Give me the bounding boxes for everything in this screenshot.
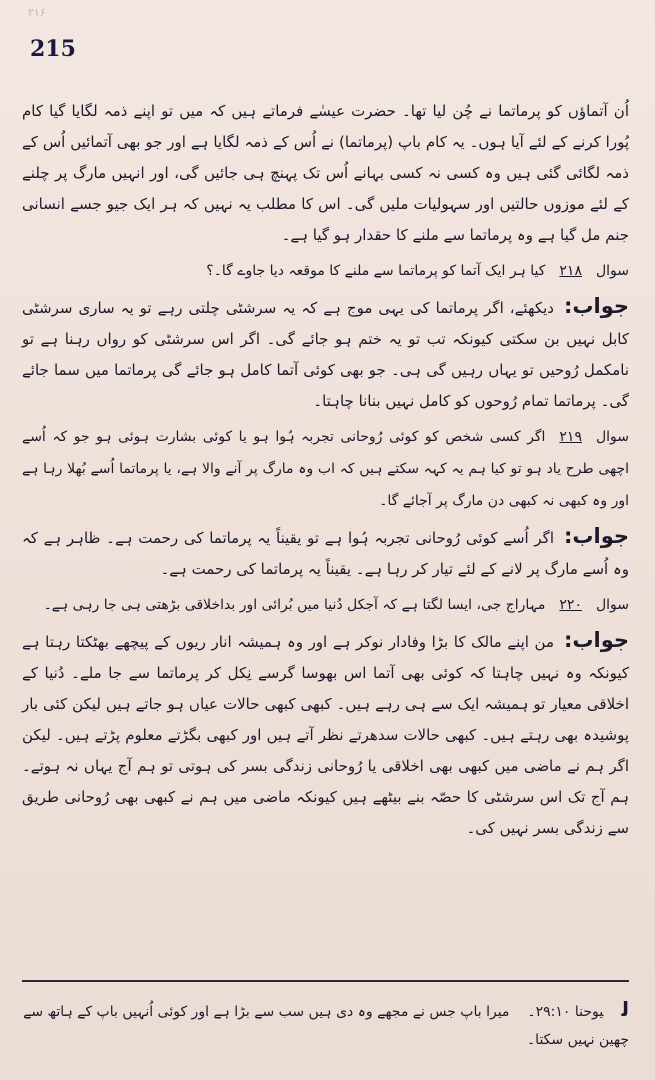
question-number: ۲۱۹ — [559, 429, 582, 445]
footnote-mark: ل — [621, 997, 629, 1021]
answer-text: اگر اُسے کوئی رُوحانی تجربہ ہُوا ہے تو یقیناً یہ پرماتما کی رحمت ہے۔ ظاہر ہے کہ وہ اُسے مارگ پر لانے کے لئے تیار کر رہا ہے۔ یقیناً یہ پرماتما کی رحمت ہے۔ — [22, 529, 629, 578]
question-label: سوال — [595, 597, 629, 613]
footnote-reference: یوحنا ۲۹:۱۰۔ — [527, 1004, 604, 1020]
page-body — [22, 96, 629, 848]
footnote-divider — [22, 980, 629, 982]
question-text: کیا ہر ایک آتما کو پرماتما سے ملنے کا موقعہ دیا جاوے گا۔؟ — [206, 263, 546, 279]
bleed-through-page-number: ۲۱۶ — [28, 6, 46, 19]
question-number: ۲۱۸ — [559, 263, 582, 279]
opening-paragraph: اُن آتماؤں کو پرماتما نے چُن لیا تھا۔ حضرت عیسٰے فرماتے ہیں کہ میں تو اپنے ذمہ لگایا گیا کام پُورا کرنے کے لئے آیا ہوں۔ یہ کام باپ (پرماتما) نے اُس کے ذمہ لگایا ہے اور جو بھی آتمائیں اُس کے ذمہ لگائی گئی ہیں وہ کسی نہ کسی بہانے اُس تک پہنچ ہی جائیں گی، اور انہیں مارگ پر چلنے کے لئے موزوں حالتیں اور سہولیات ملیں گی۔ اس کا مطلب یہ نہیں کہ ہر ایک جیو جسے انسانی جنم مل گیا ہے وہ پرماتما سے ملنے کا حقدار ہو گیا ہے۔ — [22, 102, 629, 244]
question-number: ۲۲۰ — [559, 597, 582, 613]
footnote — [22, 995, 629, 1054]
answer-text: من اپنے مالک کا بڑا وفادار نوکر ہے اور وہ ہمیشہ انار ریوں کے پیچھے بھٹکتا رہتا ہے کیونکہ وہ نہیں چاہتا کہ کوئی بھی آتما اس بھوسا گرسے نِکل کر پرماتما سے جا ملے۔ دُنیا کے اخلاقی معیار تو ہمیشہ ایک سے ہی رہے ہیں۔ کبھی کبھی حالات عیاں ہو جاتے ہیں لیکن کئی بار پوشیدہ بھی رہتے ہیں۔ کبھی حالات سدھرتے نظر آتے ہیں اور کبھی بگڑتے معلوم پڑتے ہیں۔ لیکن اگر ہم نے ماضی میں کبھی بھی اخلاقی یا رُوحانی زندگی بسر کی ہوتی تو ہم آج یہاں نہ ہوتے۔ ہم آج تک اس سرشٹی کا حصّہ بنے بیٹھے ہیں کیونکہ ماضی میں ہم نے کبھی بھی رُوحانی طریق سے زندگی بسر نہیں کی۔ — [22, 633, 629, 837]
footnote-text: میرا باپ جس نے مجھے وہ دی ہیں سب سے بڑا ہے اور کوئی اُنہیں باپ کے ہاتھ سے چھین نہیں سکتا۔ — [23, 1004, 629, 1048]
question-218 — [22, 255, 629, 287]
question-219 — [22, 421, 629, 517]
answer-text: دیکھئے، اگر پرماتما کی یہی موج ہے کہ یہ سرشٹی چلتی رہے تو یہ ساری سرشٹی کابل نہیں بن سکتی کیونکہ تب تو یہ ختم ہو جائے گی۔ اگر اس سرشٹی کو رواں رہنا ہے تو نامکمل رُوحیں تو یہاں رہیں گی ہی۔ جو بھی کوئی آتما کامل ہو جائے گی پرماتما میں سما جائے گی۔ پرماتما تمام رُوحوں کو کامل نہیں بنانا چاہتا۔ — [22, 299, 629, 410]
answer-218 — [22, 291, 629, 417]
answer-label: جواب: — [564, 524, 629, 548]
answer-219 — [22, 521, 629, 585]
question-text: مہاراج جی، ایسا لگتا ہے کہ آجکل دُنیا میں بُرائی اور بداخلاقی بڑھتی ہی جا رہی ہے۔ — [43, 597, 546, 613]
question-text: اگر کسی شخص کو کوئی رُوحانی تجربہ ہُوا ہو یا کوئی بشارت ہوئی ہو جو کہ اُسے اچھی طرح یاد ہو تو کیا ہم یہ کہہ سکتے ہیں کہ اب وہ مارگ پر آنے والا ہے، یا پرماتما اُسے بُھلا رہا ہے اور وہ کبھی نہ کبھی دن مارگ پر آجائے گا۔ — [22, 429, 629, 509]
answer-220 — [22, 625, 629, 844]
question-220 — [22, 589, 629, 621]
question-label: سوال — [595, 429, 629, 445]
answer-label: جواب: — [564, 628, 629, 652]
answer-label: جواب: — [564, 294, 629, 318]
page-number: 215 — [30, 36, 76, 62]
question-label: سوال — [595, 263, 629, 279]
